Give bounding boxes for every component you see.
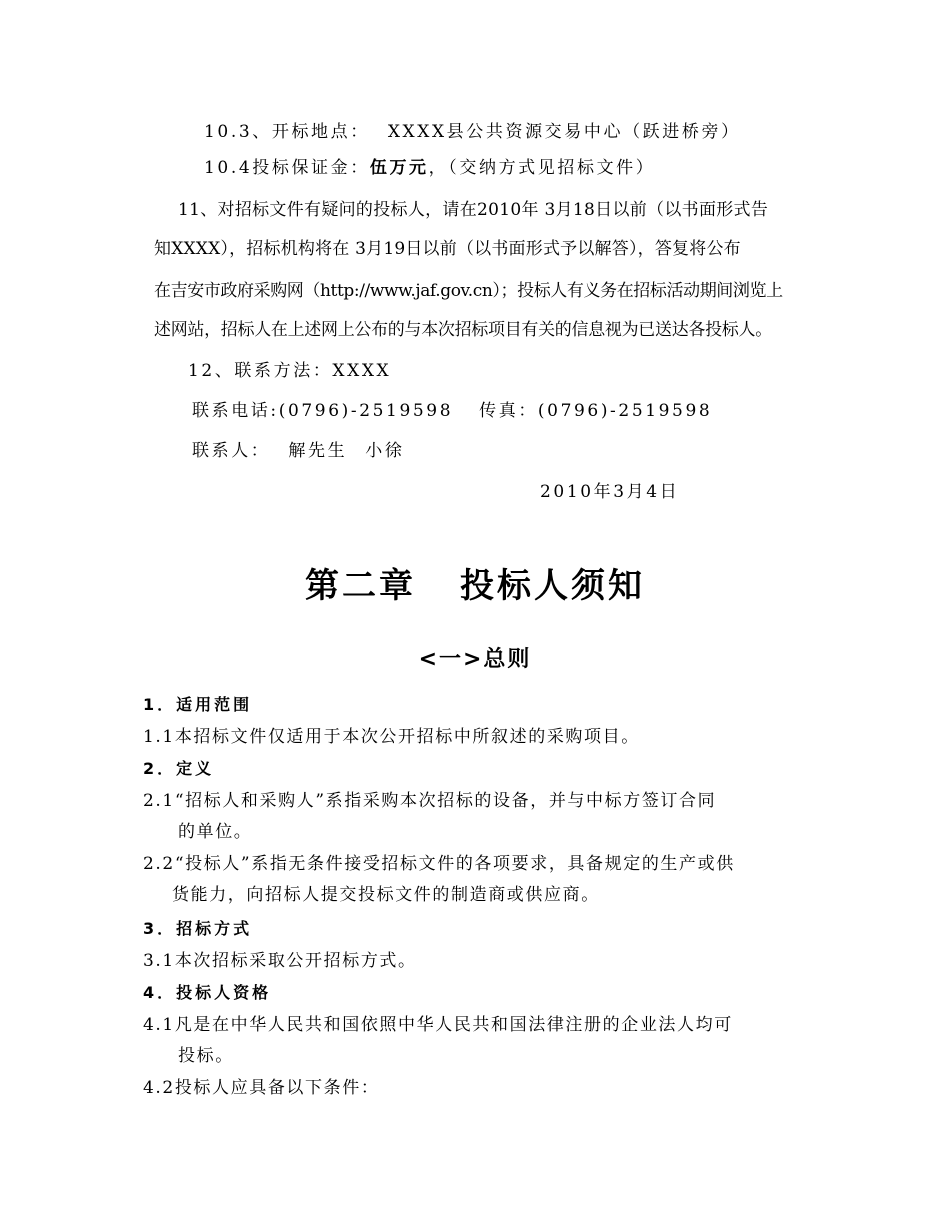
notice-date: 2010年3月4日 (540, 482, 680, 502)
contact-phone-fax (192, 400, 712, 422)
contact-label: 联系人： (192, 441, 271, 461)
clause-1-1: 1.1本招标文件仅适用于本次公开招标中所叙述的采购项目。 (143, 727, 640, 747)
item-10-3-label: 10.3、开标地点： (204, 122, 370, 142)
item-10-3 (204, 121, 741, 143)
item-11-line-2: 知XXXX），招标机构将在 3月19日以前（以书面形式予以解答），答复将公布 (154, 239, 741, 259)
item-11-line-4: 述网站，招标人在上述网上公布的与本次招标项目有关的信息视为已送达各投标人。 (154, 320, 772, 340)
clause-heading-4: 4．投标人资格 (143, 983, 272, 1002)
item-12: 12、联系方法：XXXX (188, 361, 392, 381)
item-11-line-1: 11、对招标文件有疑问的投标人，请在2010年 3月18日以前（以书面形式告 (178, 200, 769, 220)
item-10-4-amount: 伍万元 (369, 158, 429, 178)
item-10-4-note: ，（交纳方式见招标文件） (428, 158, 656, 178)
clause-4-1-line-2: 投标。 (178, 1046, 234, 1066)
chapter-number: 第二章 (305, 566, 416, 606)
contact-person (192, 440, 404, 462)
clause-2-2-line-1: 2.2“投标人”系指无条件接受招标文件的各项要求，具备规定的生产或供 (143, 854, 735, 874)
clause-heading-2: 2．定义 (143, 759, 215, 778)
chapter-heading (0, 566, 950, 606)
phone: 联系电话:(0796)-2519598 (192, 401, 454, 421)
item-10-4-label: 10.4投标保证金： (204, 158, 370, 178)
clause-2-1-line-1: 2.1“招标人和采购人”系指采购本次招标的设备，并与中标方签订合同 (143, 791, 717, 811)
clause-2-2-line-2: 货能力，向招标人提交投标文件的制造商或供应商。 (172, 885, 600, 905)
contact-person-1: 解先生 (288, 441, 348, 461)
clause-4-2: 4.2投标人应具备以下条件： (143, 1078, 380, 1098)
clause-heading-1: 1．适用范围 (143, 695, 253, 714)
fax: 传真：(0796)-2519598 (479, 401, 713, 421)
item-10-3-value: XXXX县公共资源交易中心（跃进桥旁） (387, 122, 741, 142)
clause-4-1-line-1: 4.1凡是在中华人民共和国依照中华人民共和国法律注册的企业法人均可 (143, 1015, 733, 1035)
clause-2-1-line-2: 的单位。 (178, 822, 253, 842)
clause-heading-3: 3．招标方式 (143, 919, 253, 938)
clause-3-1: 3.1本次招标采取公开招标方式。 (143, 951, 417, 971)
chapter-title: 投标人须知 (460, 566, 645, 606)
section-title: <一>总则 (418, 647, 532, 672)
contact-person-2: 小徐 (365, 441, 405, 461)
item-11-line-3: 在吉安市政府采购网（http://www.jaf.gov.cn）；投标人有义务在招标活动期间浏览上 (154, 281, 783, 301)
item-10-4 (204, 157, 655, 179)
